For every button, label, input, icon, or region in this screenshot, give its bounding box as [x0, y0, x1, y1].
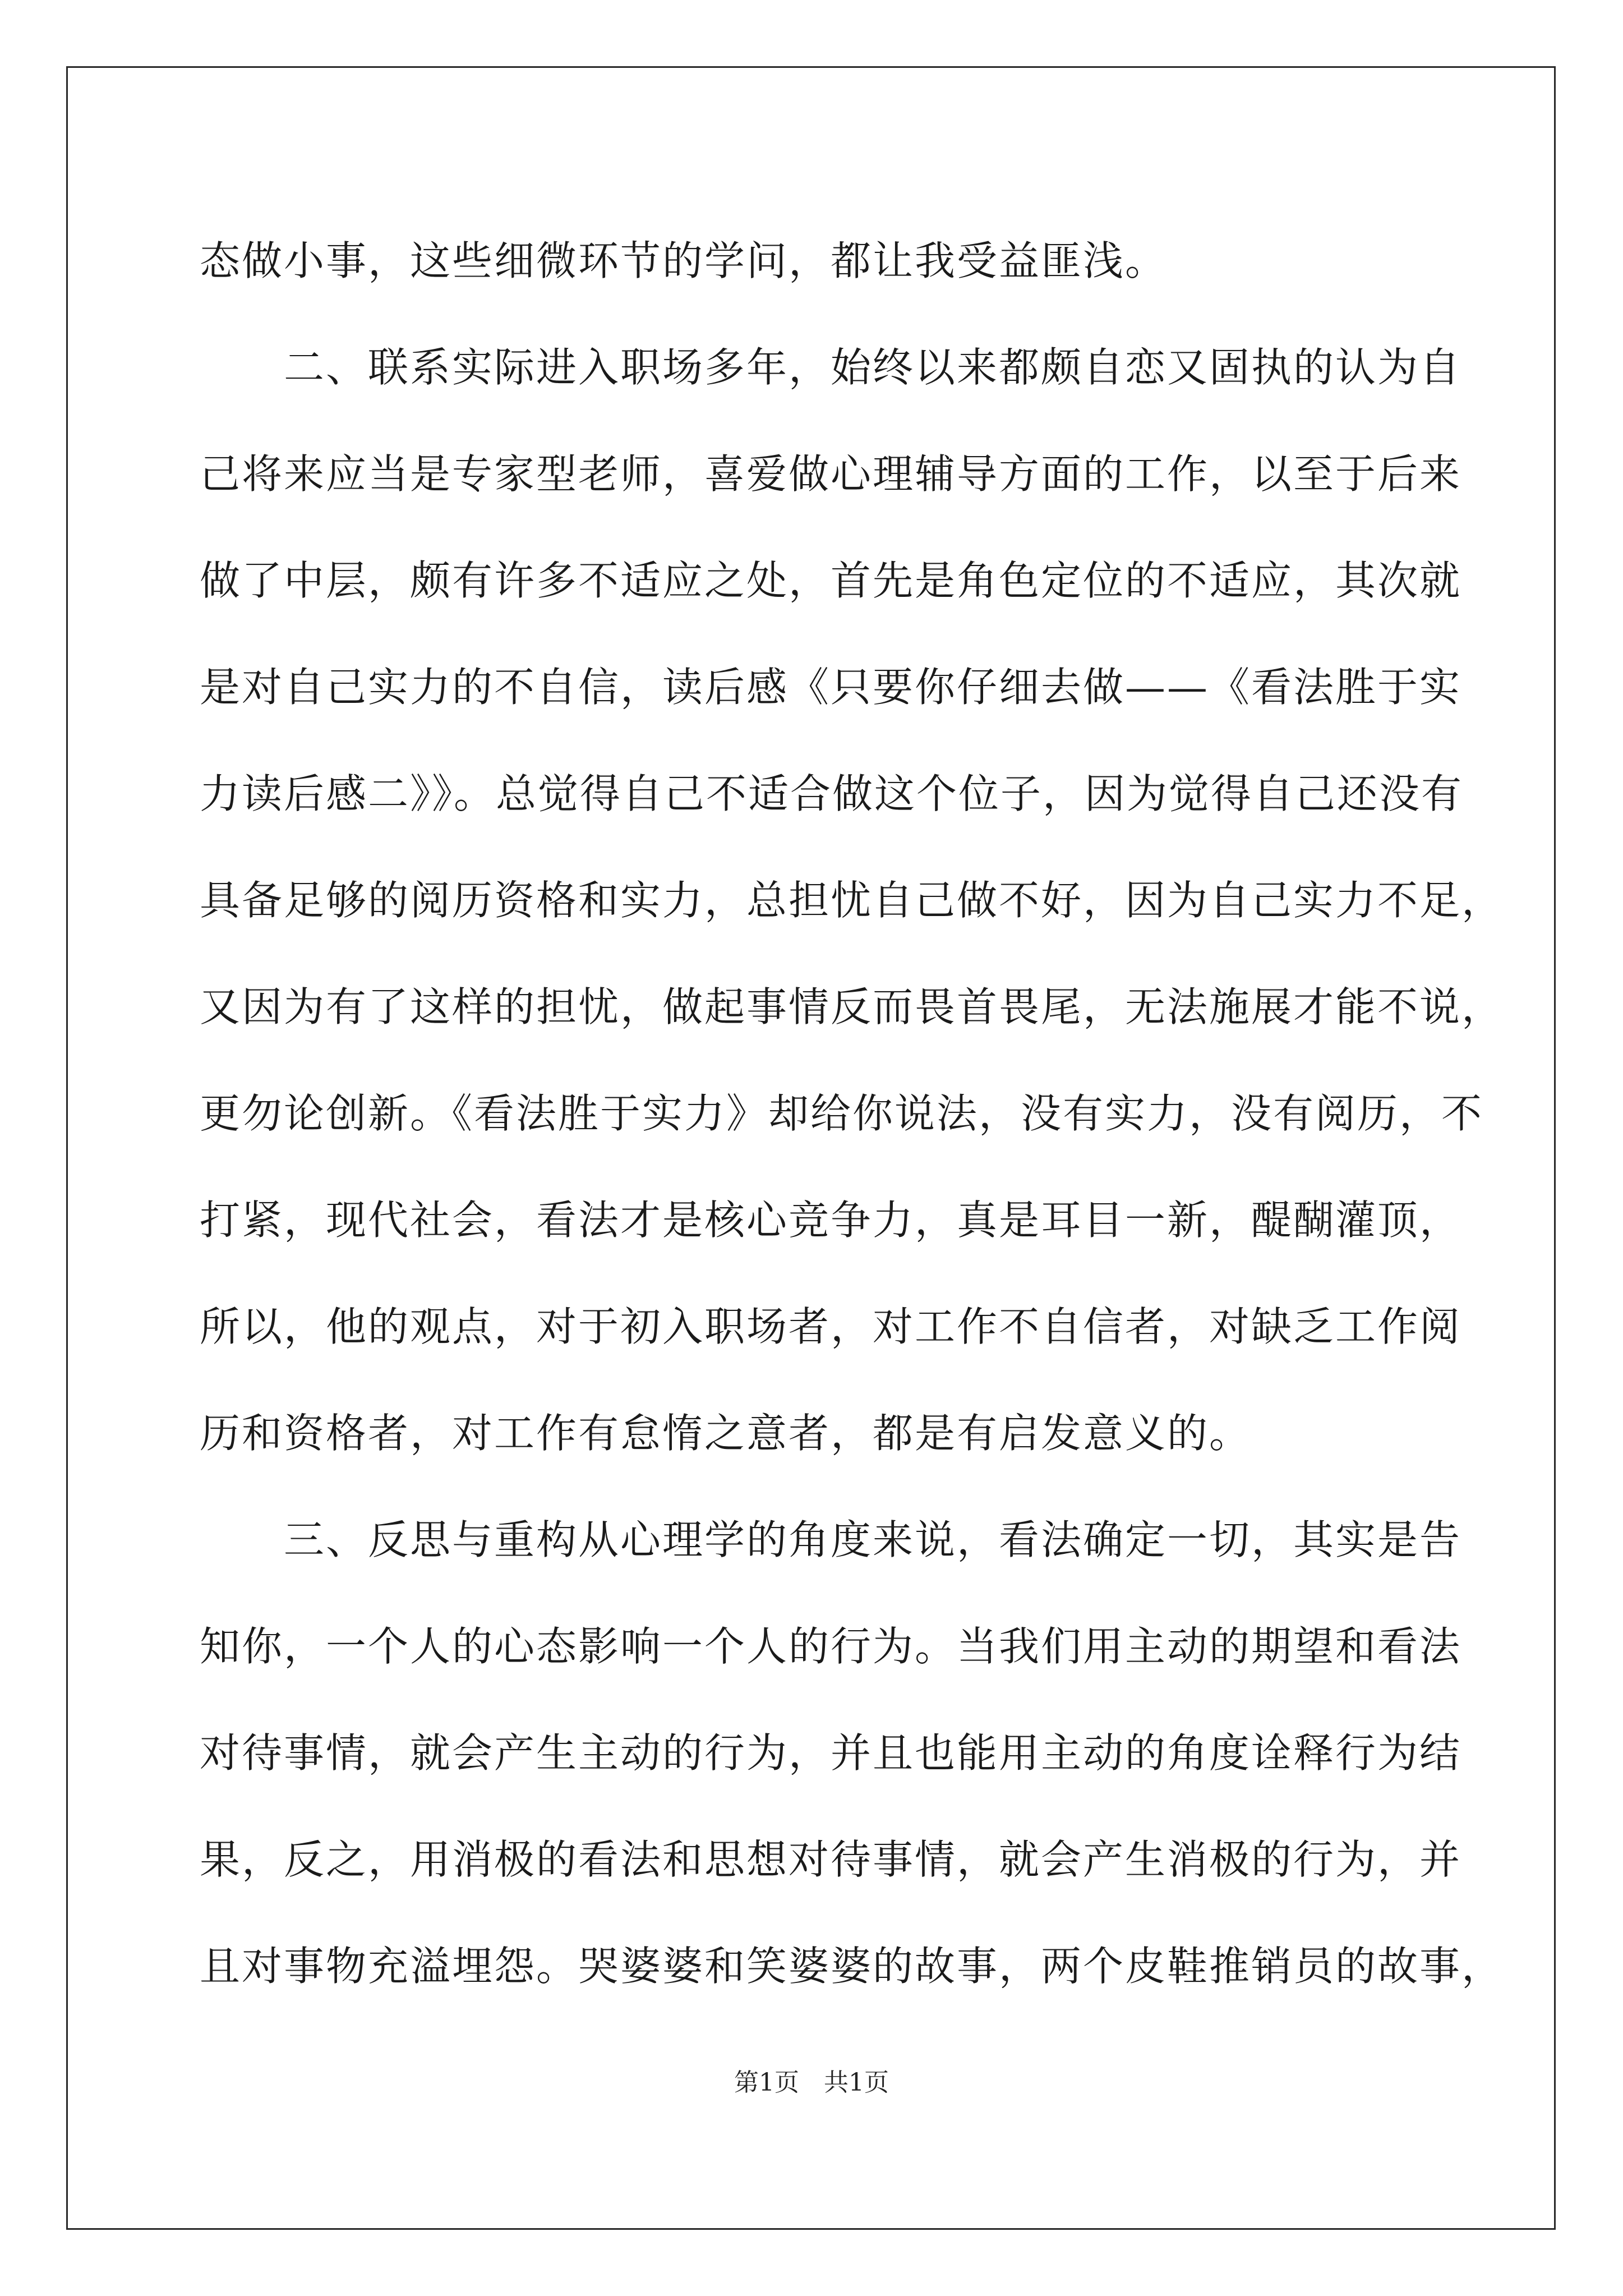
text-line: 果，反之，用消极的看法和思想对待事情，就会产生消极的行为，并: [200, 1836, 1462, 1883]
text-line: 己将来应当是专家型老师，喜爱做心理辅导方面的工作，以至于后来: [200, 450, 1462, 498]
text-line: 态做小事，这些细微环节的学问，都让我受益匪浅。: [200, 237, 1168, 284]
text-line: 历和资格者，对工作有怠惰之意者，都是有启发意义的。: [200, 1410, 1252, 1457]
text-line: 三、反思与重构从心理学的角度来说，看法确定一切，其实是告: [200, 1516, 1462, 1563]
text-line: 力读后感二》》。总觉得自己不适合做这个位子，因为觉得自己还没有: [200, 770, 1464, 817]
text-line: 做了中层，颇有许多不适应之处，首先是角色定位的不适应，其次就: [200, 557, 1462, 604]
text-line: 对待事情，就会产生主动的行为，并且也能用主动的角度诠释行为结: [200, 1729, 1462, 1777]
document-body: [200, 208, 1504, 2019]
text-line: 又因为有了这样的担忧，做起事情反而畏首畏尾，无法施展才能不说，: [200, 983, 1504, 1030]
text-line: 知你，一个人的心态影响一个人的行为。当我们用主动的期望和看法: [200, 1623, 1462, 1670]
text-line: 更勿论创新。《看法胜于实力》却给你说法，没有实力，没有阅历，不: [200, 1090, 1484, 1137]
text-line: 所以，他的观点，对于初入职场者，对工作不自信者，对缺乏工作阅: [200, 1303, 1462, 1350]
text-line: 是对自己实力的不自信，读后感《只要你仔细去做——《看法胜于实: [200, 664, 1462, 711]
text-line: 具备足够的阅历资格和实力，总担忧自己做不好，因为自己实力不足，: [200, 877, 1504, 924]
text-line: 且对事物充溢埋怨。哭婆婆和笑婆婆的故事，两个皮鞋推销员的故事，: [200, 1943, 1504, 1990]
text-line: 打紧，现代社会，看法才是核心竞争力，真是耳目一新，醍醐灌顶，: [200, 1197, 1462, 1244]
text-line: 二、联系实际进入职场多年，始终以来都颇自恋又固执的认为自: [200, 344, 1462, 391]
page-footer: 第1页 共1页: [734, 2068, 889, 2097]
